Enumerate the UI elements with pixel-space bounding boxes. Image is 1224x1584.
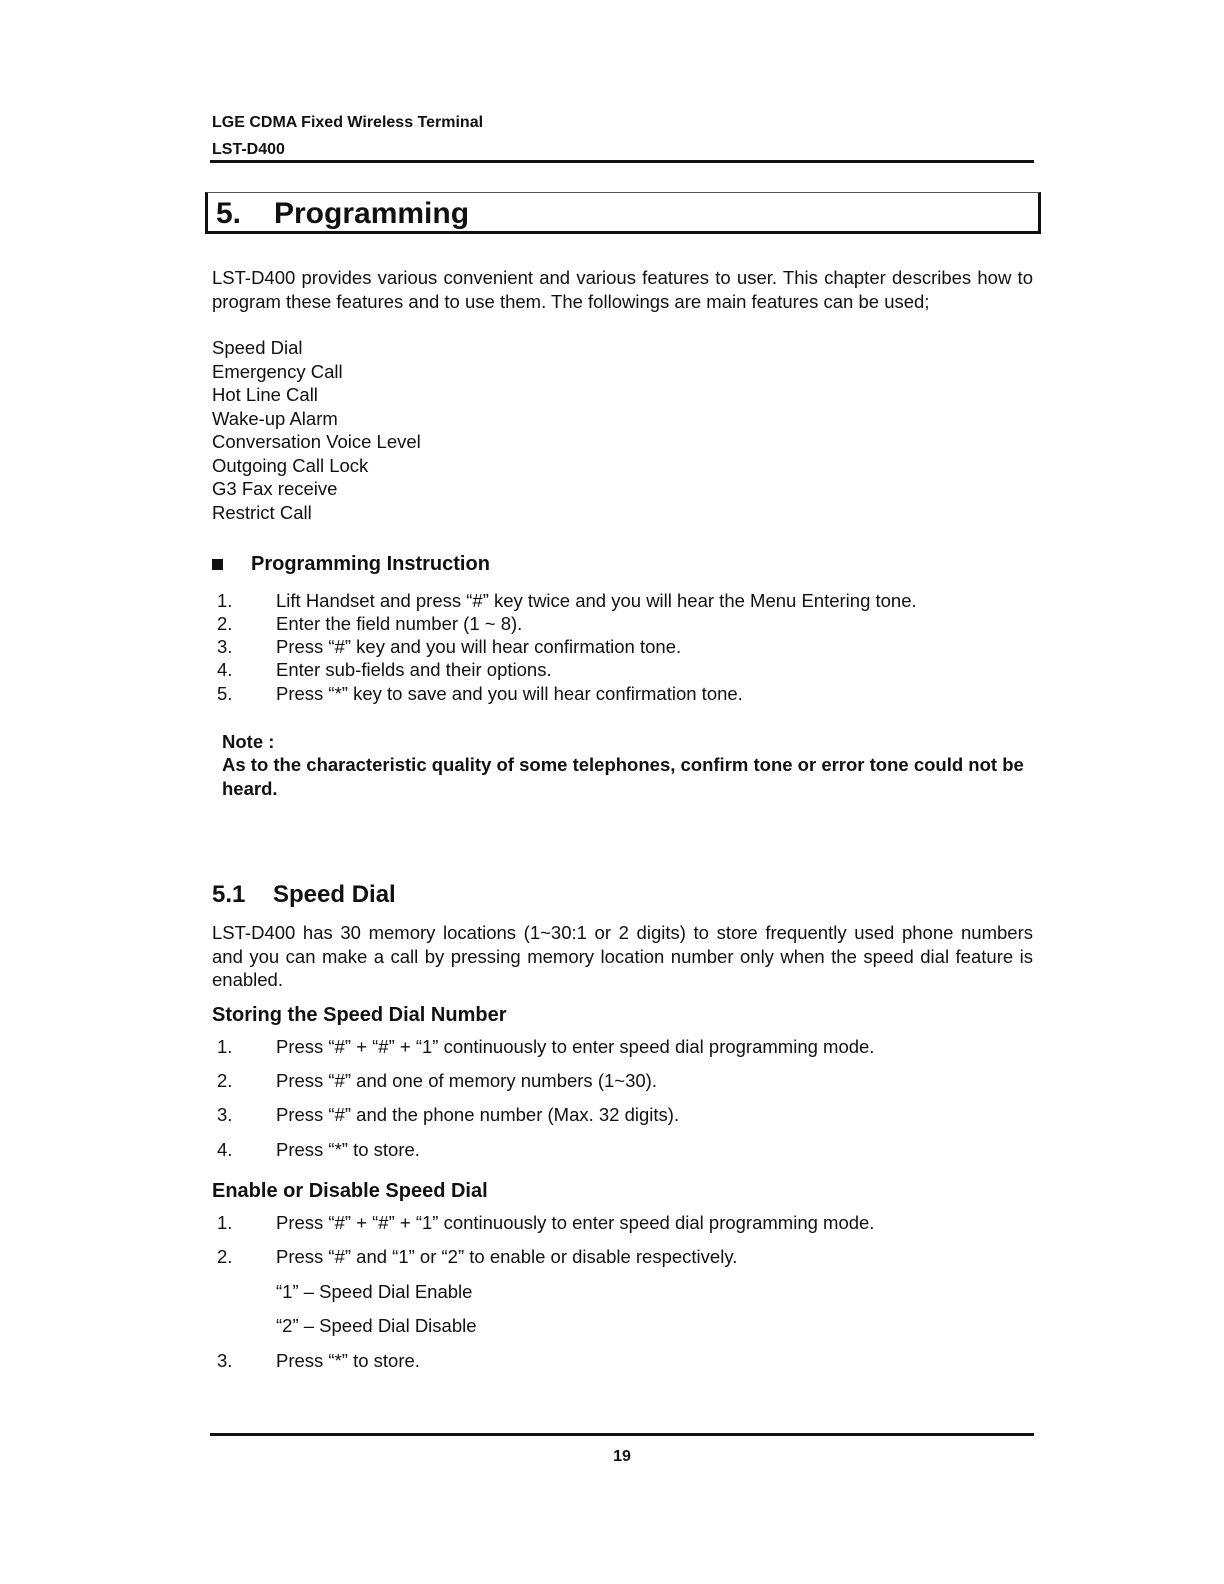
page-number: 19 bbox=[613, 1448, 631, 1465]
chapter-number: 5. bbox=[216, 197, 242, 230]
step-number: 2. bbox=[217, 1246, 233, 1267]
chapter-title-box bbox=[205, 192, 1041, 234]
feature-item: Outgoing Call Lock bbox=[212, 455, 369, 476]
feature-item: Restrict Call bbox=[212, 502, 312, 523]
step-text: Press “#” and one of memory numbers (1~30). bbox=[276, 1070, 657, 1091]
note-text: As to the characteristic quality of some telephones, confirm tone or error tone could not be heard. bbox=[222, 754, 1024, 799]
step-text: Press “#” + “#” + “1” continuously to enter speed dial programming mode. bbox=[276, 1036, 875, 1057]
programming-instruction-title: Programming Instruction bbox=[251, 553, 490, 575]
option-disable: “2” – Speed Dial Disable bbox=[276, 1315, 477, 1336]
step-number: 3. bbox=[217, 636, 233, 657]
step-number: 4. bbox=[217, 659, 233, 680]
header-rule bbox=[210, 160, 1034, 163]
step-number: 3. bbox=[217, 1104, 233, 1125]
step-text: Press “#” and “1” or “2” to enable or disable respectively. bbox=[276, 1246, 738, 1267]
feature-item: Emergency Call bbox=[212, 361, 343, 382]
header-product-line: LGE CDMA Fixed Wireless Terminal bbox=[212, 114, 484, 131]
step-number: 2. bbox=[217, 613, 233, 634]
section-number: 5.1 bbox=[212, 881, 246, 908]
step-number: 2. bbox=[217, 1070, 233, 1091]
step-number: 3. bbox=[217, 1350, 233, 1371]
step-text: Press “*” to store. bbox=[276, 1139, 420, 1160]
feature-item: Speed Dial bbox=[212, 337, 303, 358]
option-enable: “1” – Speed Dial Enable bbox=[276, 1281, 473, 1302]
step-text: Press “#” and the phone number (Max. 32 digits). bbox=[276, 1104, 680, 1125]
chapter-title: Programming bbox=[274, 197, 470, 230]
step-text: Press “#” + “#” + “1” continuously to enter speed dial programming mode. bbox=[276, 1212, 875, 1233]
step-text: Press “#” key and you will hear confirmation tone. bbox=[276, 636, 682, 657]
step-text: Press “*” key to save and you will hear confirmation tone. bbox=[276, 683, 743, 704]
step-text: Enter the field number (1 ~ 8). bbox=[276, 613, 523, 634]
section-paragraph: LST-D400 has 30 memory locations (1~30:1 or 2 digits) to store frequently used phone numbers and you can make a call by pressing memory location number only when the speed dial feature is enabled. bbox=[212, 922, 1033, 990]
feature-item: G3 Fax receive bbox=[212, 478, 338, 499]
step-number: 4. bbox=[217, 1139, 233, 1160]
step-number: 1. bbox=[217, 590, 233, 611]
intro-paragraph: LST-D400 provides various convenient and various features to user. This chapter describes how to program these features and to use them. The followings are main features can be used; bbox=[212, 267, 1033, 312]
header-model: LST-D400 bbox=[212, 141, 285, 158]
note-label: Note : bbox=[222, 731, 275, 752]
step-number: 1. bbox=[217, 1212, 233, 1233]
step-number: 1. bbox=[217, 1036, 233, 1057]
feature-item: Wake-up Alarm bbox=[212, 408, 338, 429]
step-number: 5. bbox=[217, 683, 233, 704]
feature-item: Hot Line Call bbox=[212, 384, 318, 405]
square-bullet-icon bbox=[212, 559, 223, 570]
enable-disable-subheading: Enable or Disable Speed Dial bbox=[212, 1180, 488, 1202]
step-text: Press “*” to store. bbox=[276, 1350, 420, 1371]
footer-rule bbox=[210, 1433, 1034, 1436]
feature-item: Conversation Voice Level bbox=[212, 431, 421, 452]
step-text: Lift Handset and press “#” key twice and you will hear the Menu Entering tone. bbox=[276, 590, 917, 611]
section-title: Speed Dial bbox=[273, 881, 396, 908]
storing-subheading: Storing the Speed Dial Number bbox=[212, 1004, 507, 1026]
step-text: Enter sub-fields and their options. bbox=[276, 659, 552, 680]
